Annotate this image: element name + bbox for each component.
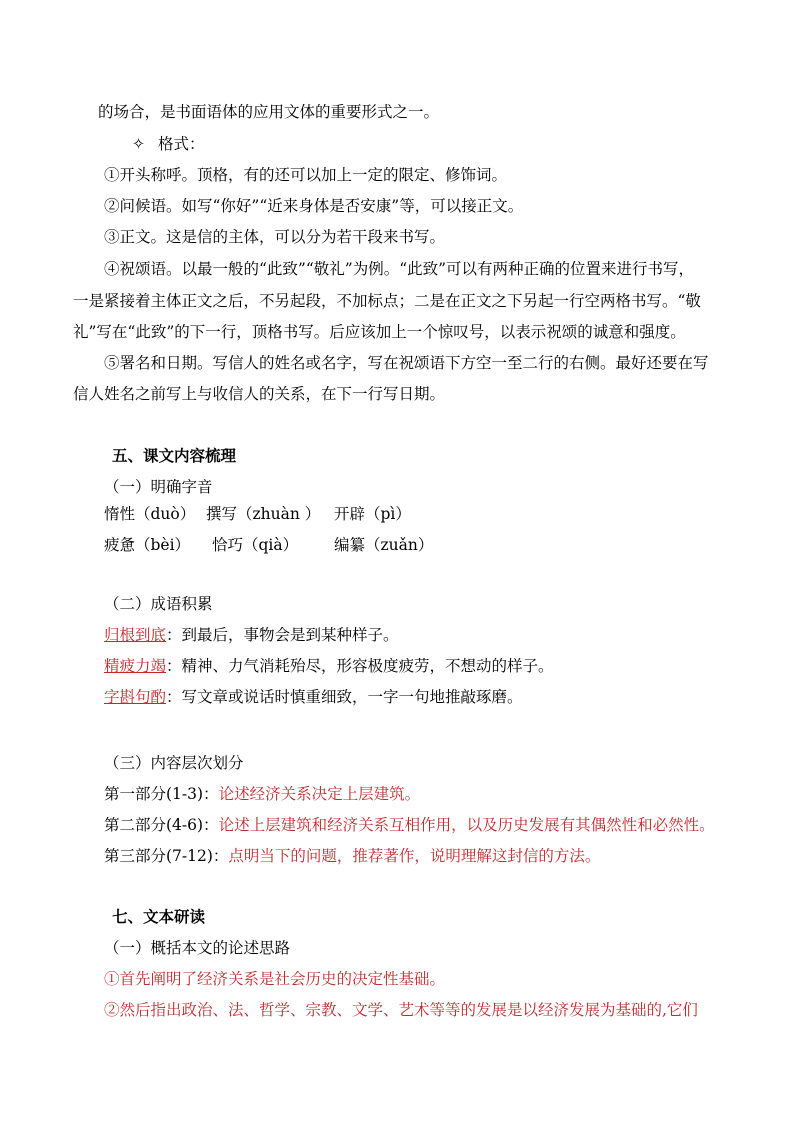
part-label: 第二部分(4-6)：	[104, 816, 219, 834]
format-label: 格式：	[157, 135, 205, 153]
part-text: 论述上层建筑和经济关系互相作用，以及历史发展有其偶然性和必然性。	[218, 816, 715, 834]
pinyin-row-1	[104, 504, 411, 524]
part-label: 第三部分(7-12)：	[104, 847, 229, 865]
idiom-row	[104, 687, 523, 707]
pinyin-item: 惰性（duò）	[104, 505, 196, 523]
pinyin-item: 疲惫（bèi）	[104, 536, 191, 554]
part-label: 第一部分(1-3)：	[104, 785, 219, 803]
part-row	[104, 784, 420, 804]
section7-line-2: ②然后指出政治、法、哲学、宗教、文学、艺术等等的发展是以经济发展为基础的,它们	[104, 1001, 698, 1019]
format-item-1: ①开头称呼。顶格，有的还可以加上一定的限定、修饰词。	[104, 166, 508, 184]
idiom-definition: ：精神、力气消耗殆尽，形容极度疲劳，不想动的样子。	[166, 657, 554, 675]
section7-sub1: （一）概括本文的论述思路	[104, 939, 291, 957]
pinyin-item: 恰巧（qià）	[212, 536, 299, 554]
section5-heading: 五、课文内容梳理	[112, 446, 237, 465]
pinyin-item: 编纂（zuǎn）	[334, 536, 434, 554]
format-item-2: ②问候语。如写“你好”“近来身体是否安康”等，可以接正文。	[104, 197, 524, 215]
pinyin-item: 撰写（zhuàn ）	[206, 505, 321, 523]
idiom-definition: ：到最后，事物会是到某种样子。	[166, 626, 399, 644]
format-item-5-line2: 信人姓名之前写上与收信人的关系，在下一行写日期。	[73, 385, 446, 403]
part-text: 点明当下的问题，推荐著作，说明理解这封信的方法。	[228, 847, 601, 865]
section7-heading: 七、文本研读	[112, 907, 206, 926]
format-item-4-line2: 一是紧接着主体正文之后，不另起段，不加标点；二是在正文之下另起一行空两格书写。“敬	[73, 292, 701, 310]
intro-tail: 的场合，是书面语体的应用文体的重要形式之一。	[98, 103, 440, 121]
section7-line-1: ①首先阐明了经济关系是社会历史的决定性基础。	[104, 970, 446, 988]
idiom-term: 精疲力竭	[104, 657, 167, 675]
pinyin-item: 开辟（pì）	[334, 505, 411, 523]
format-item-4-line3: 礼”写在“此致”的下一行，顶格书写。后应该加上一个惊叹号，以表示祝颂的诚意和强度。	[73, 323, 686, 341]
diamond-bullet-icon: ✧	[132, 135, 145, 153]
format-item-4-line1: ④祝颂语。以最一般的“此致”“敬礼”为例。“此致”可以有两种正确的位置来进行书写，	[104, 260, 695, 278]
section5-sub3: （三）内容层次划分	[104, 754, 244, 772]
idiom-term: 归根到底	[104, 626, 167, 644]
idiom-term: 字斟句酌	[104, 688, 167, 706]
idiom-row	[104, 625, 399, 645]
pinyin-row-2	[104, 535, 434, 555]
idiom-definition: ：写文章或说话时慎重细致，一字一句地推敲琢磨。	[166, 688, 523, 706]
idiom-row	[104, 656, 554, 676]
format-item-3: ③正文。这是信的主体，可以分为若干段来书写。	[104, 228, 446, 246]
format-heading	[132, 134, 204, 154]
section5-sub1: （一）明确字音	[104, 478, 213, 496]
format-item-5-line1: ⑤署名和日期。写信人的姓名或名字，写在祝颂语下方空一至二行的右侧。最好还要在写	[104, 354, 709, 372]
part-text: 论述经济关系决定上层建筑。	[218, 785, 421, 803]
section5-sub2: （二）成语积累	[104, 595, 213, 613]
part-row	[104, 815, 715, 835]
part-row	[104, 846, 600, 866]
